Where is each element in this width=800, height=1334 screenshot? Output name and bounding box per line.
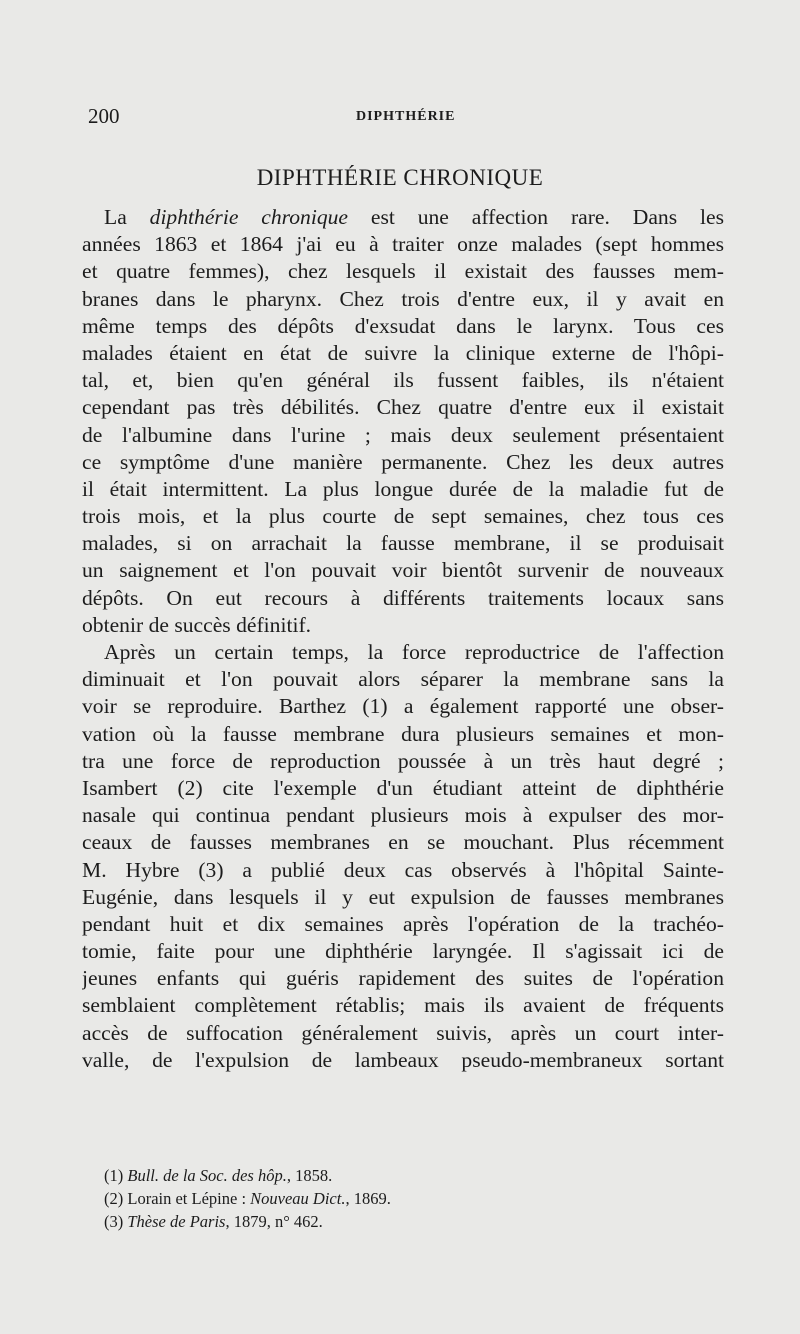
footnote-text: , 1869. bbox=[345, 1189, 391, 1208]
text-line: branes dans le pharynx. Chez trois d'entre eux, il y avait en bbox=[82, 286, 724, 311]
footnote-text: (2) Lorain et Lépine : bbox=[104, 1189, 251, 1208]
text-line: M. Hybre (3) a publié deux cas observés à l'hôpital Sainte- bbox=[82, 857, 724, 882]
footnote bbox=[104, 1164, 704, 1187]
text-line: tal, et, bien qu'en général ils fussent faibles, ils n'étaient bbox=[82, 368, 724, 393]
footnote bbox=[104, 1187, 704, 1210]
text-line: pendant huit et dix semaines après l'opération de la trachéo- bbox=[82, 911, 724, 936]
text-line: accès de suffocation généralement suivis, après un court inter- bbox=[82, 1020, 724, 1045]
footnote-marker: (1) bbox=[104, 1166, 128, 1185]
footnote-marker: (3) bbox=[104, 1212, 128, 1231]
text-line: nasale qui continua pendant plusieurs mois à expulser des mor- bbox=[82, 803, 724, 828]
text-line: même temps des dépôts d'exsudat dans le larynx. Tous ces bbox=[82, 313, 724, 338]
footnote-source: Bull. de la Soc. des hôp. bbox=[127, 1166, 287, 1185]
body-text bbox=[82, 204, 724, 1074]
text-line: valle, de l'expulsion de lambeaux pseudo-membraneux sortant bbox=[82, 1047, 724, 1072]
text-line: ceaux de fausses membranes en se mouchant. Plus récemment bbox=[82, 830, 724, 855]
page-number: 200 bbox=[88, 104, 120, 128]
footnote bbox=[104, 1210, 704, 1233]
text-line: jeunes enfants qui guéris rapidement des suites de l'opération bbox=[82, 966, 724, 991]
text-line: malades étaient en état de suivre la clinique externe de l'hôpi- bbox=[82, 340, 724, 365]
text-line: de l'albumine dans l'urine ; mais deux seulement présentaient bbox=[82, 422, 724, 447]
italic-term: diphthérie chronique bbox=[149, 205, 349, 229]
chapter-title: DIPHTHÉRIE CHRONIQUE bbox=[256, 165, 544, 190]
text-line: Isambert (2) cite l'exemple d'un étudiant atteint de diphthérie bbox=[82, 775, 724, 800]
footnote-source: Thèse de Paris bbox=[127, 1212, 226, 1231]
text-line: cependant pas très débilités. Chez quatre d'entre eux il existait bbox=[82, 395, 724, 420]
text-line: tomie, faite pour une diphthérie laryngée. Il s'agissait ici de bbox=[82, 939, 724, 964]
text-line: voir se reproduire. Barthez (1) a également rapporté une obser- bbox=[82, 694, 724, 719]
text-segment: La bbox=[104, 205, 150, 229]
footnote-source: Nouveau Dict. bbox=[250, 1189, 346, 1208]
text-line: et quatre femmes), chez lesquels il existait des fausses mem- bbox=[82, 259, 724, 284]
text-segment: est une affection rare. Dans les bbox=[348, 205, 724, 229]
text-line: trois mois, et la plus courte de sept semaines, chez tous ces bbox=[82, 504, 724, 529]
footnote-text: , 1879, n° 462. bbox=[225, 1212, 323, 1231]
text-line: semblaient complètement rétablis; mais ils avaient de fréquents bbox=[82, 993, 724, 1018]
text-line bbox=[82, 204, 724, 231]
text-line: ce symptôme d'une manière permanente. Chez les deux autres bbox=[82, 449, 724, 474]
footnote-text: , 1858. bbox=[286, 1166, 333, 1185]
text-line: dépôts. On eut recours à différents traitements locaux sans bbox=[82, 585, 724, 610]
text-line: vation où la fausse membrane dura plusieurs semaines et mon- bbox=[82, 721, 724, 746]
text-line: diminuait et l'on pouvait alors séparer la membrane sans la bbox=[82, 667, 724, 692]
text-line: obtenir de succès définitif. bbox=[82, 612, 312, 637]
footnotes bbox=[104, 1164, 704, 1233]
text-line: années 1863 et 1864 j'ai eu à traiter onze malades (sept hommes bbox=[82, 232, 724, 257]
text-line: tra une force de reproduction poussée à un très haut degré ; bbox=[82, 748, 724, 773]
running-header bbox=[88, 104, 728, 128]
running-title: DIPHTHÉRIE bbox=[356, 109, 456, 124]
text-line: un saignement et l'on pouvait voir bientôt survenir de nouveaux bbox=[82, 558, 724, 583]
text-line: il était intermittent. La plus longue durée de la maladie fut de bbox=[82, 476, 724, 501]
text-line: malades, si on arrachait la fausse membrane, il se produisait bbox=[82, 531, 724, 556]
text-line: Eugénie, dans lesquels il y eut expulsion de fausses membranes bbox=[82, 884, 724, 909]
text-line: Après un certain temps, la force reproductrice de l'affection bbox=[104, 640, 724, 664]
